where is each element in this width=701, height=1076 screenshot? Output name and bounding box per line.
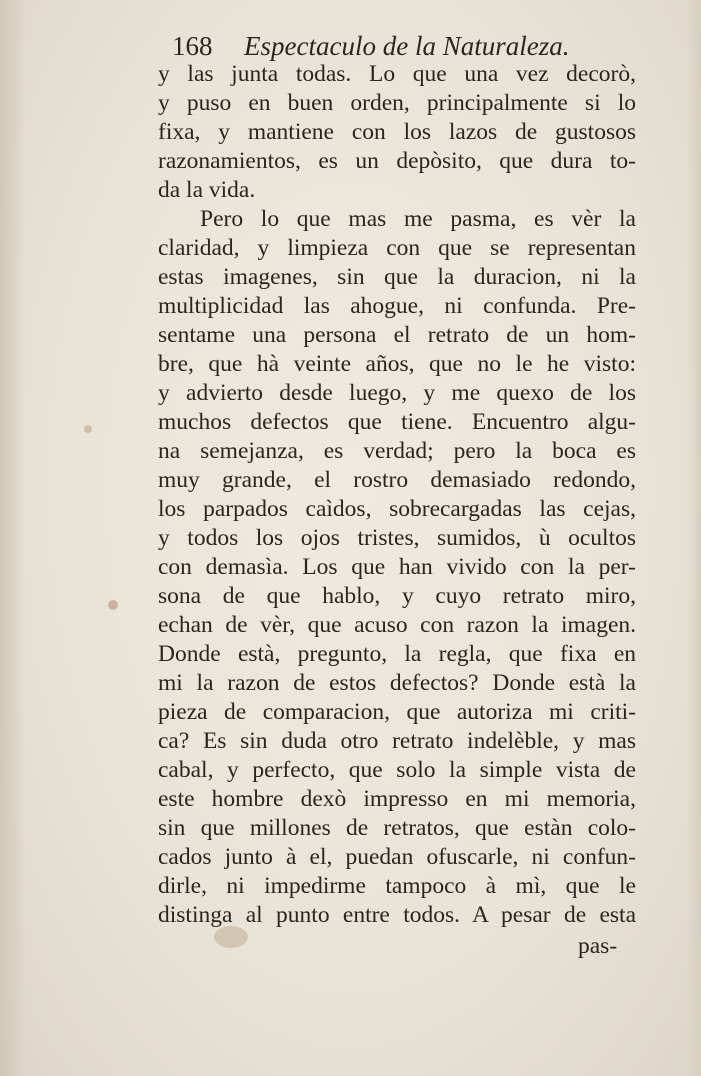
text-line: y advierto desde luego, y me quexo de los <box>158 380 636 406</box>
text-line: ca? Es sin duda otro retrato indelèble, y mas <box>158 728 636 754</box>
text-line: multiplicidad las ahogue, ni confunda. Pre- <box>158 293 636 319</box>
text-line: distinga al punto entre todos. A pesar de esta <box>158 902 636 928</box>
text-line: bre, que hà veinte años, que no le he visto: <box>158 351 636 377</box>
text-line: Pero lo que mas me pasma, es vèr la <box>200 206 636 232</box>
page-edge-shadow <box>687 0 701 1076</box>
catchword: pas- <box>578 933 618 959</box>
foxing-stain <box>84 425 92 433</box>
text-line: Donde està, pregunto, la regla, que fixa en <box>158 641 636 667</box>
text-line: con demasìa. Los que han vivido con la per- <box>158 554 636 580</box>
text-line: razonamientos, es un depòsito, que dura to- <box>158 148 636 174</box>
text-line: dirle, ni impedirme tampoco à mì, que le <box>158 873 636 899</box>
spine-shadow <box>0 0 26 1076</box>
text-line: da la vida. <box>158 177 256 203</box>
text-line: mi la razon de estos defectos? Donde està la <box>158 670 636 696</box>
text-line: los parpados caìdos, sobrecargadas las cejas, <box>158 496 636 522</box>
text-line: sentame una persona el retrato de un hom- <box>158 322 636 348</box>
text-line: fixa, y mantiene con los lazos de gustosos <box>158 119 636 145</box>
text-line: claridad, y limpieza con que se representan <box>158 235 636 261</box>
text-line: cados junto à el, puedan ofuscarle, ni confun- <box>158 844 636 870</box>
text-line: muy grande, el rostro demasiado redondo, <box>158 467 636 493</box>
text-line: estas imagenes, sin que la duracion, ni la <box>158 264 636 290</box>
text-line: y puso en buen orden, principalmente si lo <box>158 90 636 116</box>
text-line: muchos defectos que tiene. Encuentro algu- <box>158 409 636 435</box>
text-line: pieza de comparacion, que autoriza mi criti- <box>158 699 636 725</box>
text-line: y las junta todas. Lo que una vez decorò, <box>158 61 636 87</box>
foxing-stain <box>108 600 118 610</box>
text-line: sona de que hablo, y cuyo retrato miro, <box>158 583 636 609</box>
page-number: 168 <box>172 31 213 61</box>
text-line: este hombre dexò impresso en mi memoria, <box>158 786 636 812</box>
running-title: Espectaculo de la Naturaleza. <box>244 31 570 61</box>
text-line: y todos los ojos tristes, sumidos, ù ocultos <box>158 525 636 551</box>
text-line: cabal, y perfecto, que solo la simple vista de <box>158 757 636 783</box>
text-line: na semejanza, es verdad; pero la boca es <box>158 438 636 464</box>
text-line: sin que millones de retratos, que estàn colo- <box>158 815 636 841</box>
text-line: echan de vèr, que acuso con razon la imagen. <box>158 612 636 638</box>
